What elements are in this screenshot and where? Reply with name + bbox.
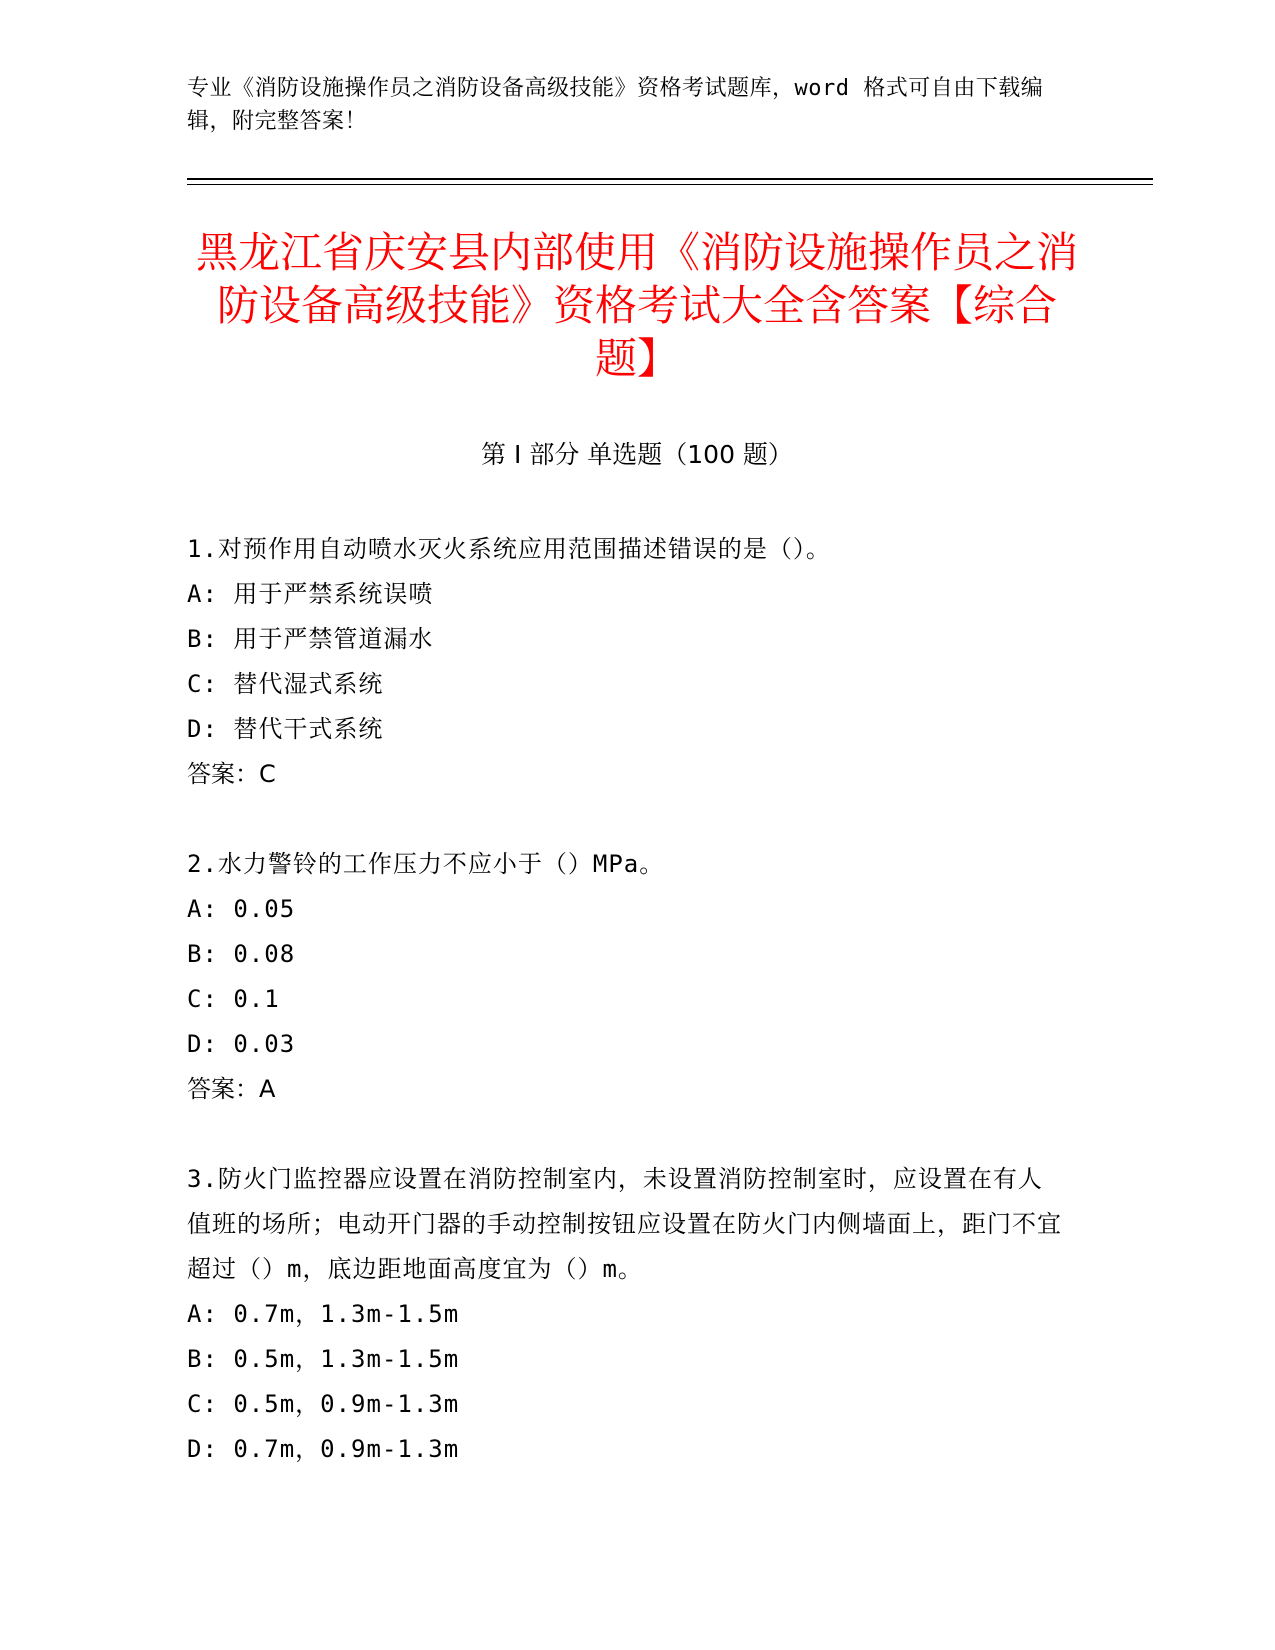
option-a: A: 0.05 bbox=[187, 895, 296, 923]
option-b: B: 0.5m，1.3m-1.5m bbox=[187, 1345, 460, 1373]
section-heading: 第 I 部分 单选题（100 题） bbox=[481, 440, 793, 469]
option-b: B: 0.08 bbox=[187, 940, 296, 968]
header-divider-thin bbox=[187, 184, 1153, 185]
header-divider-thick bbox=[187, 178, 1153, 180]
question-stem: 1.对预作用自动喷水灭火系统应用范围描述错误的是（）。 bbox=[187, 535, 831, 563]
question-answer: 答案：A bbox=[187, 1075, 276, 1103]
option-c: C: 0.5m，0.9m-1.3m bbox=[187, 1390, 460, 1418]
option-d: D: 替代干式系统 bbox=[187, 715, 384, 743]
option-d: D: 0.7m，0.9m-1.3m bbox=[187, 1435, 460, 1463]
option-a: A: 0.7m，1.3m-1.5m bbox=[187, 1300, 460, 1328]
document-title: 黑龙江省庆安县内部使用《消防设施操作员之消防设备高级技能》资格考试大全含答案【综合题】 bbox=[195, 228, 1078, 383]
question-1 bbox=[187, 527, 1067, 797]
header-note: 专业《消防设施操作员之消防设备高级技能》资格考试题库，word 格式可自由下载编辑，附完整答案！ bbox=[187, 76, 1044, 134]
option-d: D: 0.03 bbox=[187, 1030, 296, 1058]
question-3 bbox=[187, 1157, 1067, 1472]
option-a: A: 用于严禁系统误喷 bbox=[187, 580, 434, 608]
option-c: C: 替代湿式系统 bbox=[187, 670, 384, 698]
question-spacer bbox=[187, 1112, 1067, 1157]
question-spacer bbox=[187, 797, 1067, 842]
question-stem: 2.水力警铃的工作压力不应小于（）MPa。 bbox=[187, 850, 665, 878]
question-2 bbox=[187, 842, 1067, 1112]
question-answer: 答案：C bbox=[187, 760, 276, 788]
option-b: B: 用于严禁管道漏水 bbox=[187, 625, 434, 653]
question-list bbox=[187, 527, 1067, 1472]
option-c: C: 0.1 bbox=[187, 985, 280, 1013]
question-stem: 3.防火门监控器应设置在消防控制室内，未设置消防控制室时，应设置在有人值班的场所；电动开门器的手动控制按钮应设置在防火门内侧墙面上，距门不宜超过（）m，底边距地面高度宜为（）m。 bbox=[187, 1165, 1062, 1283]
